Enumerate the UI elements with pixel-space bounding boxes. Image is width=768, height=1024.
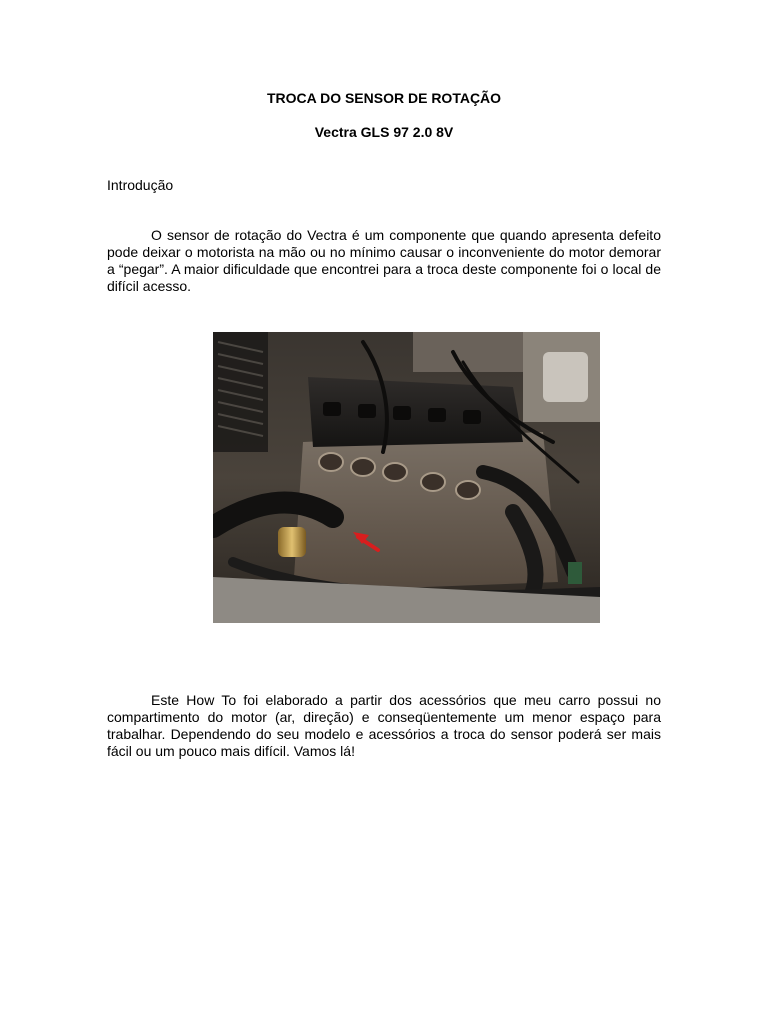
document-subtitle: Vectra GLS 97 2.0 8V xyxy=(314,124,454,140)
engine-bay-photo xyxy=(213,332,600,623)
radiator-fins xyxy=(213,332,268,452)
body-paragraph: Este How To foi elaborado a partir dos acessórios que meu carro possui no compartimento do motor (ar, direção) e conseqüentemente um menor espaço para trabalhar. Dependendo do seu modelo e acessórios a troca do sensor poderá ser mais fácil ou um pouco mais difícil. Vamos lá! xyxy=(107,692,661,759)
document-title: TROCA DO SENSOR DE ROTAÇÃO xyxy=(266,90,502,106)
intro-paragraph: O sensor de rotação do Vectra é um componente que quando apresenta defeito pode deixar o motorista na mão ou no mínimo causar o inconveniente do motor demorar a “pegar”. A maior dificuldade que encontrei para a troca deste componente foi o local de difícil acesso. xyxy=(107,227,661,294)
section-heading: Introdução xyxy=(107,177,174,193)
